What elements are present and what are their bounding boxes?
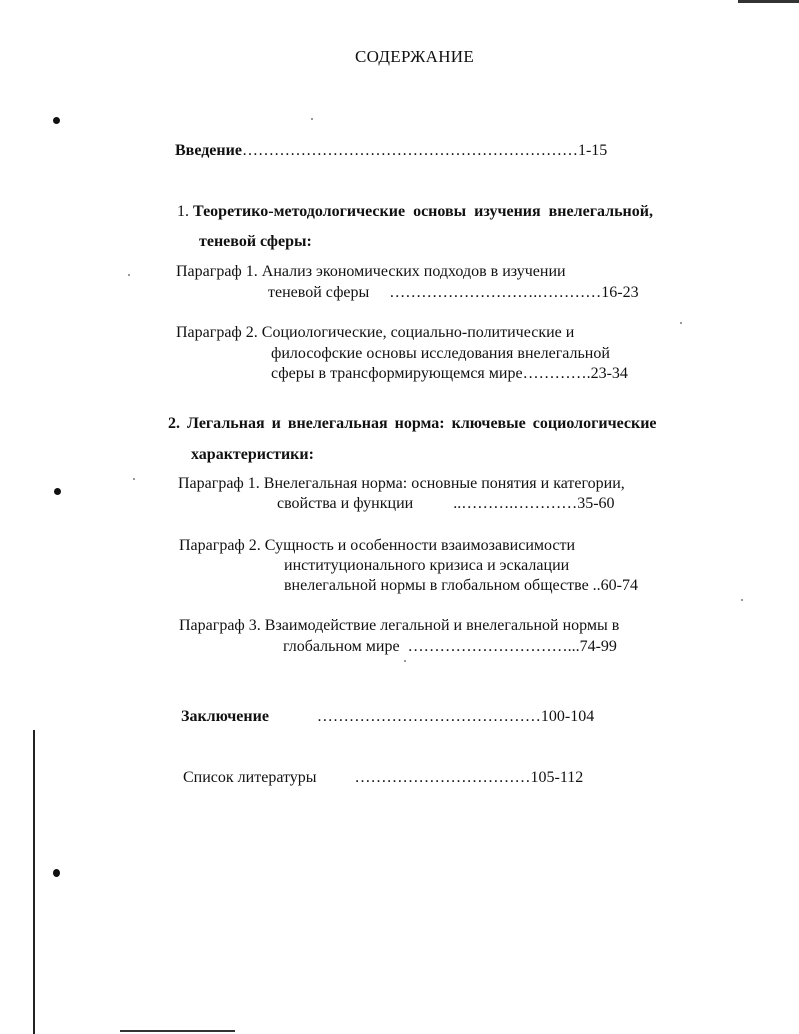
toc-entry-label: Список литературы bbox=[183, 769, 317, 786]
toc-leader-dots: …………………………… bbox=[354, 769, 531, 786]
toc-entry-references[interactable] bbox=[183, 768, 583, 788]
toc-page-range: 23-34 bbox=[590, 365, 628, 382]
toc-ch2-para2-line3[interactable] bbox=[284, 576, 638, 596]
chapter-1-heading-cont: теневой сферы: bbox=[199, 233, 312, 250]
toc-entry-label: свойства и функции bbox=[277, 495, 414, 512]
chapter-number: 1. bbox=[177, 203, 189, 220]
toc-ch2-para3-line1: Параграф 3. Взаимодействие легальной и внелегальной нормы в bbox=[179, 617, 620, 634]
speck bbox=[741, 599, 743, 601]
toc-page-range: 60-74 bbox=[600, 577, 638, 594]
toc-leader-dots: ……………………………………………………… bbox=[241, 142, 578, 159]
toc-entry-label: Заключение bbox=[181, 708, 269, 725]
margin-dot-1 bbox=[53, 117, 60, 124]
toc-entry-label: сферы в трансформирующемся мире bbox=[271, 365, 523, 382]
margin-dot-2 bbox=[54, 488, 61, 495]
toc-leader-dots: …………………………... bbox=[407, 638, 580, 655]
toc-leader-dots: ……………………….………… bbox=[389, 284, 602, 301]
toc-page-range: 35-60 bbox=[577, 495, 615, 512]
toc-ch2-para1-line1: Параграф 1. Внелегальная норма: основные понятия и категории, bbox=[178, 475, 625, 492]
toc-entry-label: внелегальной нормы в глобальном обществе bbox=[284, 577, 589, 594]
toc-ch1-para2-line1: Параграф 2. Социологические, социально-политические и bbox=[176, 324, 575, 341]
toc-leader-dots: ..……….………… bbox=[453, 495, 578, 512]
speck bbox=[133, 478, 135, 480]
toc-ch1-para1-line2[interactable] bbox=[268, 283, 639, 303]
toc-ch1-para2-line2: философские основы исследования внелегальной bbox=[271, 345, 610, 362]
toc-page-range: 16-23 bbox=[601, 284, 639, 301]
speck bbox=[404, 660, 406, 662]
toc-ch2-para3-line2[interactable] bbox=[283, 637, 617, 657]
toc-entry-conclusion[interactable] bbox=[181, 707, 594, 727]
left-margin-rule bbox=[33, 730, 35, 1034]
toc-entry-intro[interactable] bbox=[175, 141, 607, 161]
toc-ch2-para2-line2: институционального кризиса и эскалации bbox=[284, 557, 570, 574]
top-right-scan-line bbox=[738, 0, 799, 3]
speck bbox=[680, 322, 682, 324]
chapter-2-heading-cont: характеристики: bbox=[191, 446, 314, 463]
toc-entry-label: теневой сферы bbox=[268, 284, 370, 301]
margin-dot-3 bbox=[53, 869, 60, 877]
toc-ch1-para2-line3[interactable] bbox=[271, 364, 628, 384]
toc-leader-dots: …………. bbox=[522, 365, 591, 382]
toc-ch1-para1-line1: Параграф 1. Анализ экономических подходов в изучении bbox=[176, 263, 566, 280]
toc-entry-label: глобальном мире bbox=[283, 638, 400, 655]
speck bbox=[311, 118, 313, 120]
chapter-1-heading[interactable] bbox=[177, 202, 653, 222]
chapter-title: Теоретико-методологические основы изучения внелегальной, bbox=[193, 203, 653, 220]
toc-page-range: 100-104 bbox=[540, 708, 595, 725]
speck bbox=[128, 274, 130, 276]
bottom-scan-line bbox=[120, 1030, 235, 1032]
toc-page-range: 105-112 bbox=[530, 769, 584, 786]
toc-leader-dots: .. bbox=[592, 577, 601, 594]
toc-page-range: 74-99 bbox=[579, 638, 617, 655]
toc-ch2-para1-line2[interactable] bbox=[277, 494, 615, 514]
toc-leader-dots: …………………………………… bbox=[316, 708, 541, 725]
toc-entry-label: Введение bbox=[175, 142, 242, 159]
page-title: СОДЕРЖАНИЕ bbox=[355, 47, 475, 66]
toc-ch2-para2-line1: Параграф 2. Сущность и особенности взаимозависимости bbox=[179, 537, 576, 554]
toc-page-range: 1-15 bbox=[577, 142, 608, 159]
chapter-2-heading[interactable]: 2. Легальная и внелегальная норма: ключевые социологические bbox=[168, 415, 657, 432]
